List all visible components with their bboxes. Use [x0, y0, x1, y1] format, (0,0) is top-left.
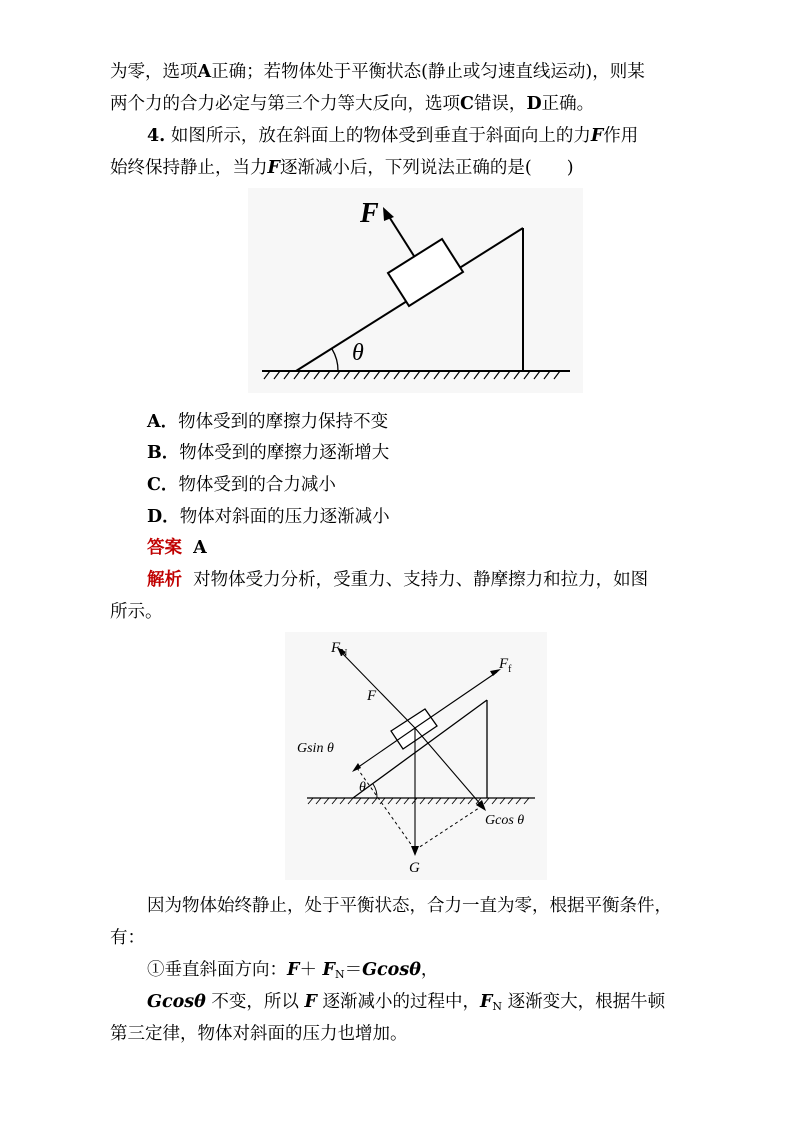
answer-line	[147, 536, 727, 560]
angle-label: θ	[359, 780, 366, 795]
math-symbol: F	[322, 960, 335, 980]
option-text: 物体受到的合力减小	[178, 475, 336, 495]
text-span: ①垂直斜面方向：	[147, 960, 287, 980]
option-text: 物体受到的摩擦力逐渐增大	[179, 443, 390, 463]
explanation-line	[110, 1022, 690, 1046]
math-symbol: F	[287, 960, 300, 980]
text-span: 为零，选项	[110, 62, 198, 82]
applied-force-label: F	[367, 688, 377, 704]
gcos-label: Gcos θ	[485, 813, 525, 828]
analysis-line	[147, 568, 727, 592]
question-line	[110, 156, 690, 180]
text-span: 不变，所以	[211, 992, 299, 1012]
text-span: 逐渐减小后，下列说法正确的是( )	[279, 158, 574, 178]
answer-value: A	[193, 538, 207, 558]
text-line	[110, 60, 690, 84]
incline-figure	[248, 188, 583, 393]
text-line	[110, 92, 690, 116]
text-span: 逐渐变大，根据牛顿	[507, 992, 666, 1012]
math-symbol: F	[304, 992, 317, 1012]
text-span: 有：	[110, 928, 145, 948]
gsin-label: Gsin θ	[297, 741, 334, 756]
text-span: 如图所示，放在斜面上的物体受到垂直于斜面向上的力	[170, 126, 591, 146]
explanation-line	[110, 926, 690, 950]
force-label: F	[360, 198, 379, 229]
gravity-label: G	[409, 860, 420, 876]
explanation-line	[147, 990, 727, 1019]
math-symbol: F	[479, 992, 493, 1012]
explanation-line	[147, 894, 727, 918]
text-span: 作用	[603, 126, 639, 146]
option-b	[147, 441, 389, 465]
text-span: 第三定律，物体对斜面的压力也增加。	[110, 1024, 408, 1044]
text-span: ＝	[344, 960, 363, 980]
option-letter: B．	[147, 443, 180, 463]
math-symbol: Gcosθ	[147, 992, 206, 1012]
option-letter: A．	[147, 412, 179, 432]
option-text: 物体受到的摩擦力保持不变	[178, 412, 389, 432]
option-ref: C	[460, 94, 474, 114]
text-span: 错误，	[473, 94, 527, 114]
answer-label: 答案	[147, 538, 182, 558]
math-subscript: N	[334, 968, 345, 981]
option-ref: A	[197, 62, 212, 82]
text-span: ，	[420, 960, 439, 980]
equation-line	[147, 958, 727, 987]
text-span: 始终保持静止，当力	[110, 158, 268, 178]
option-ref: D	[526, 94, 542, 114]
force-diagram	[285, 632, 547, 880]
text-span: 所示。	[110, 602, 163, 622]
text-span: 因为物体始终静止，处于平衡状态，合力一直为零，根据平衡条件，	[147, 896, 672, 916]
force-symbol: F	[267, 158, 280, 178]
friction-force-label: $F_f$	[499, 656, 512, 675]
option-d	[147, 505, 390, 529]
text-span: 对物体受力分析，受重力、支持力、静摩擦力和拉力，如图	[193, 570, 649, 590]
text-span: 正确；若物体处于平衡状态(静止或匀速直线运动)，则某	[211, 62, 645, 82]
text-span: 两个力的合力必定与第三个力等大反向，选项	[110, 94, 460, 114]
text-span: ＋	[299, 960, 317, 980]
option-c	[147, 473, 336, 497]
force-symbol: F	[590, 126, 604, 146]
option-letter: C．	[147, 475, 179, 495]
question-number: 4.	[147, 126, 166, 146]
text-span: 正确。	[541, 94, 595, 114]
text-span: 逐渐减小的过程中，	[322, 992, 480, 1012]
question-line	[147, 124, 727, 148]
math-symbol: Gcosθ	[362, 960, 421, 980]
option-letter: D．	[147, 507, 180, 527]
analysis-label: 解析	[147, 570, 182, 590]
math-subscript: N	[492, 1000, 503, 1013]
analysis-line	[110, 600, 690, 624]
option-a	[147, 410, 388, 434]
option-text: 物体对斜面的压力逐渐减小	[179, 507, 390, 527]
angle-label: θ	[352, 340, 364, 366]
normal-force-label: $F_N$	[331, 640, 348, 659]
